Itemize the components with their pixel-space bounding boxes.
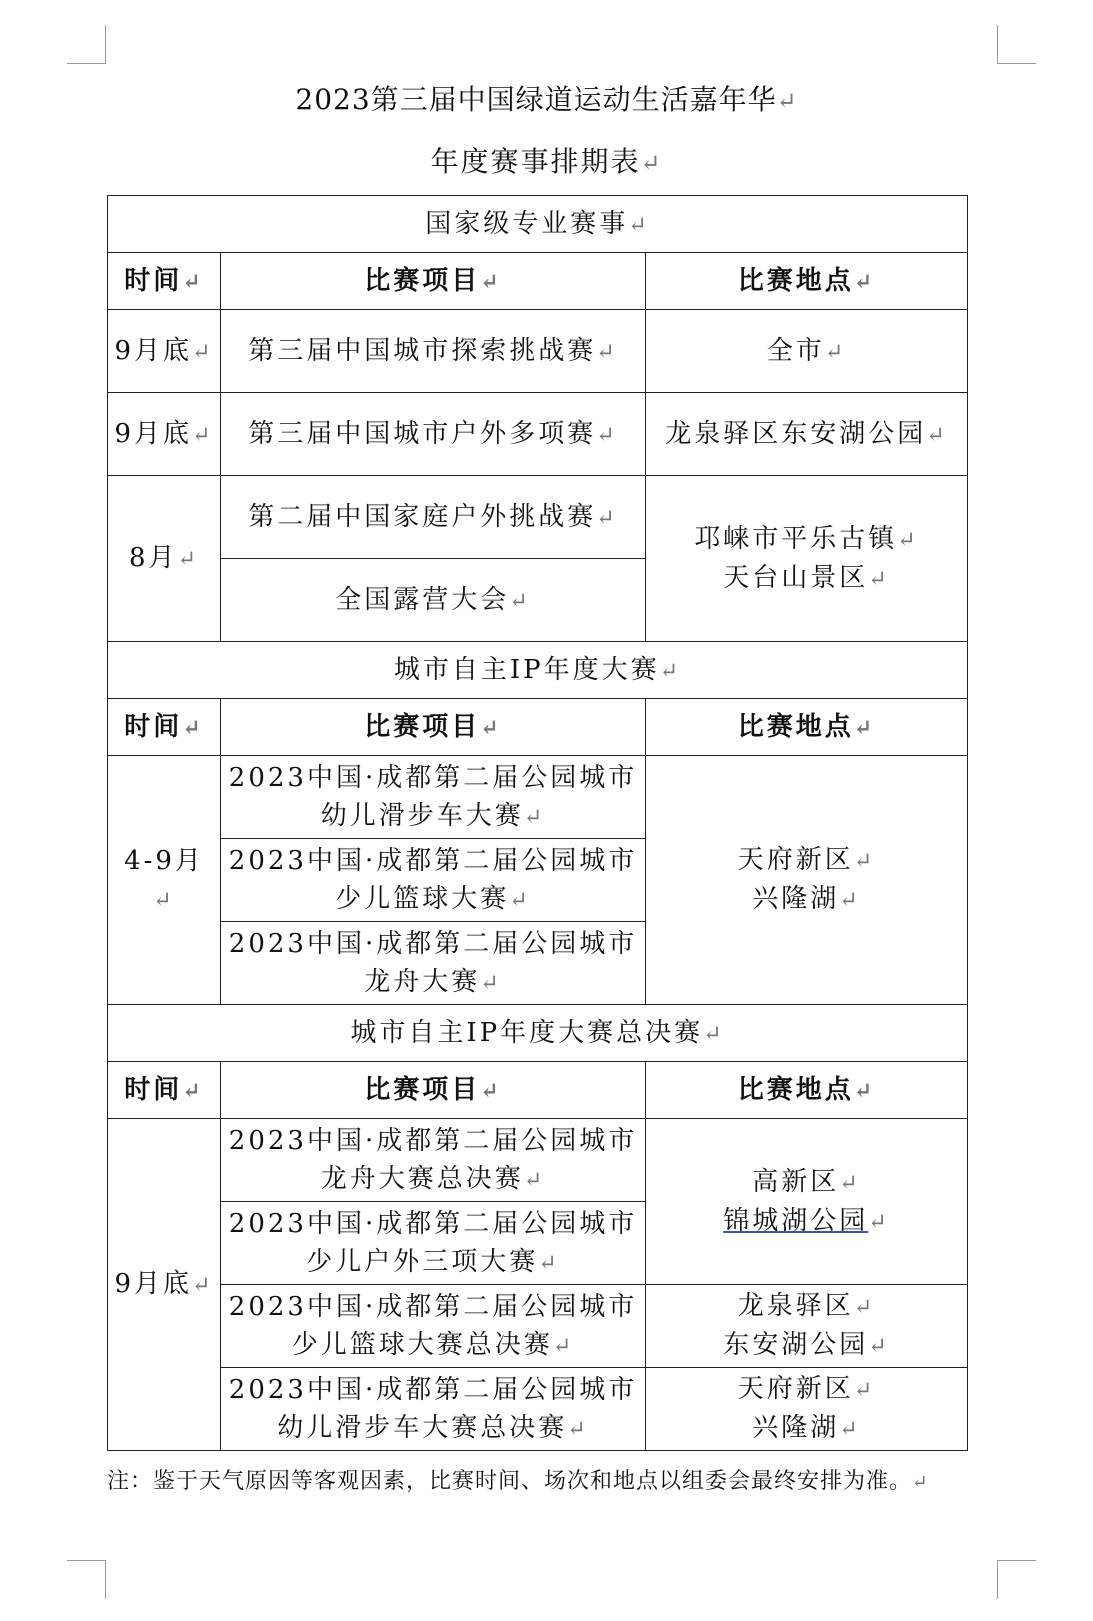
column-header-row [108,1062,968,1119]
section-header-row [108,1005,968,1062]
section-header-row [108,642,968,699]
section-title: 城市自主IP年度大赛↵ [108,642,968,699]
cell-event: 第二届中国家庭户外挑战赛↵ [221,476,646,559]
header-time: 时间↵ [108,699,221,756]
cell-event: 2023中国·成都第二届公园城市 少儿户外三项大赛↵ [221,1202,646,1285]
cell-time: 9月底↵ [108,393,221,476]
header-time: 时间↵ [108,1062,221,1119]
cell-venue: 高新区↵ 锦城湖公园↵ [646,1119,968,1285]
cell-event: 2023中国·成都第二届公园城市 幼儿滑步车大赛↵ [221,756,646,839]
table-row [108,393,968,476]
column-header-row [108,699,968,756]
table-row [108,310,968,393]
header-time: 时间↵ [108,253,221,310]
section-title: 国家级专业赛事↵ [108,196,968,253]
cell-time: 8月↵ [108,476,221,642]
cell-venue: 龙泉驿区↵ 东安湖公园↵ [646,1285,968,1368]
footnote: 注：鉴于天气原因等客观因素，比赛时间、场次和地点以组委会最终安排为准。↵ [107,1469,929,1494]
cell-event: 全国露营大会↵ [221,559,646,642]
crop-mark-top-right [997,25,1036,64]
cell-time: 9月底↵ [108,1119,221,1451]
cell-venue: 邛崃市平乐古镇↵ 天台山景区↵ [646,476,968,642]
header-venue: 比赛地点↵ [646,699,968,756]
column-header-row [108,253,968,310]
header-venue: 比赛地点↵ [646,253,968,310]
cell-event: 2023中国·成都第二届公园城市 少儿篮球大赛↵ [221,839,646,922]
cell-event: 第三届中国城市户外多项赛↵ [221,393,646,476]
cell-time: 9月底↵ [108,310,221,393]
section-title: 城市自主IP年度大赛总决赛↵ [108,1005,968,1062]
table-row [108,1368,968,1451]
section-header-row [108,196,968,253]
cell-event: 2023中国·成都第二届公园城市 龙舟大赛↵ [221,922,646,1005]
table-row [108,476,968,559]
schedule-table [107,195,968,1451]
table-row [108,756,968,839]
crop-mark-bottom-right [997,1560,1036,1599]
cell-time: 4-9月↵ [108,756,221,1005]
crop-mark-bottom-left [67,1560,106,1599]
cell-event: 2023中国·成都第二届公园城市 幼儿滑步车大赛总决赛↵ [221,1368,646,1451]
table-row [108,1285,968,1368]
document-title: 2023第三届中国绿道运动生活嘉年华↵ [295,83,798,116]
cell-event: 2023中国·成都第二届公园城市 少儿篮球大赛总决赛↵ [221,1285,646,1368]
cell-venue: 龙泉驿区东安湖公园↵ [646,393,968,476]
header-event: 比赛项目↵ [221,253,646,310]
cell-venue: 全市↵ [646,310,968,393]
cell-event: 第三届中国城市探索挑战赛↵ [221,310,646,393]
cell-venue: 天府新区↵ 兴隆湖↵ [646,756,968,1005]
document-subtitle: 年度赛事排期表↵ [430,145,663,178]
table-row [108,1119,968,1202]
header-event: 比赛项目↵ [221,699,646,756]
crop-mark-top-left [67,25,106,64]
header-venue: 比赛地点↵ [646,1062,968,1119]
cell-event: 2023中国·成都第二届公园城市 龙舟大赛总决赛↵ [221,1119,646,1202]
header-event: 比赛项目↵ [221,1062,646,1119]
cell-venue: 天府新区↵ 兴隆湖↵ [646,1368,968,1451]
